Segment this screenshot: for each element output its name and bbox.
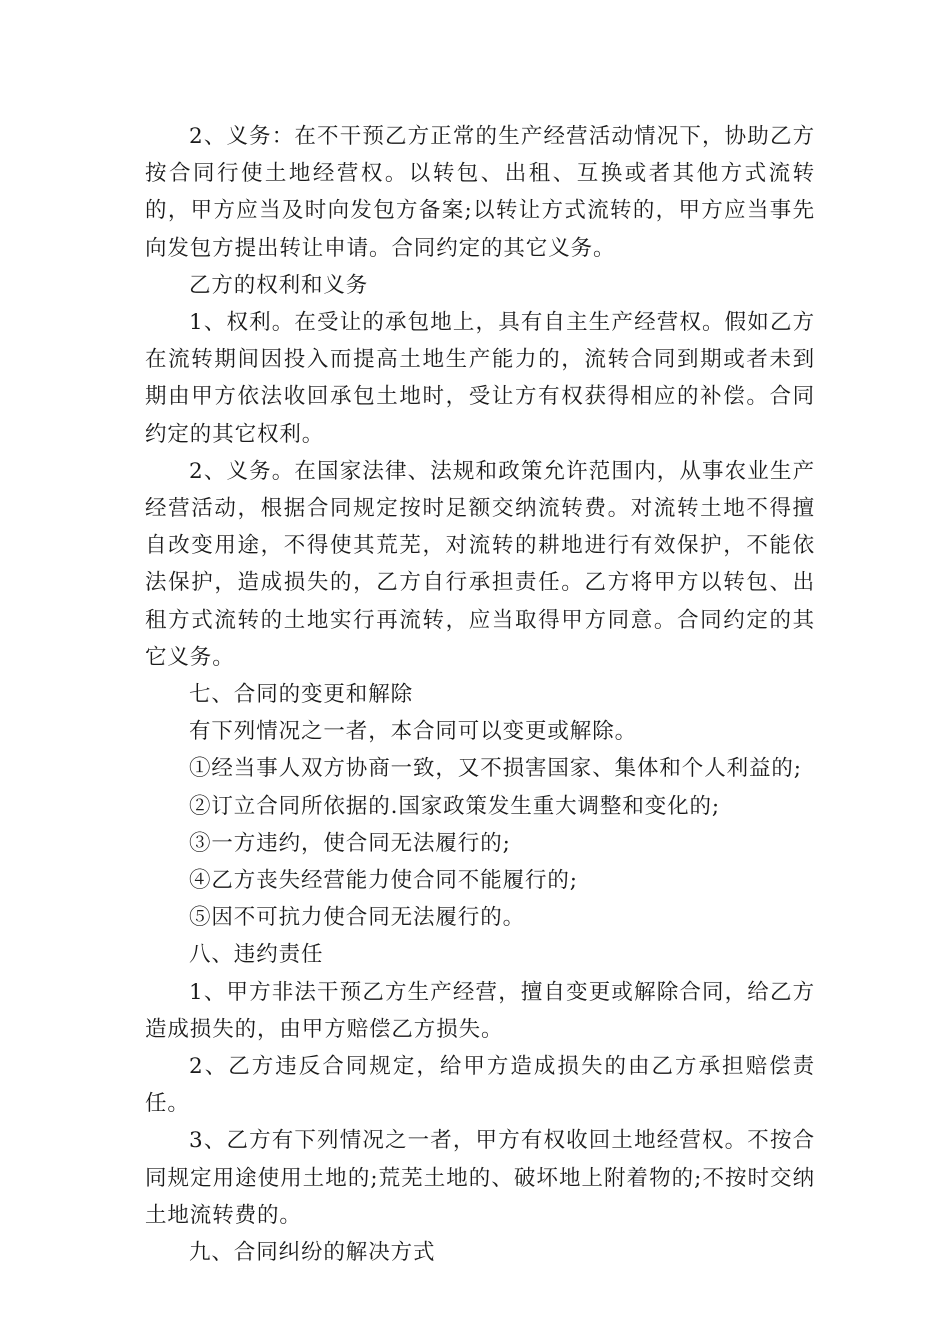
list-item-condition-1: ①经当事人双方协商一致，又不损害国家、集体和个人利益的; [189,756,802,782]
document-body [145,118,815,1271]
heading-section-8: 八、违约责任 [189,942,324,968]
paragraph-liability-3: 3、乙方有下列情况之一者，甲方有权收回土地经营权。不按合同规定用途使用土地的;荒芜土地的、破坏地上附着物的;不按时交纳土地流转费的。 [145,1128,815,1228]
heading-section-9: 九、合同纠纷的解决方式 [189,1240,436,1266]
heading-section-7: 七、合同的变更和解除 [189,682,414,708]
list-item-condition-3: ③一方违约，使合同无法履行的; [189,830,511,856]
list-item-condition-5: ⑤因不可抗力使合同无法履行的。 [189,905,526,931]
paragraph-party-a-obligations: 2、义务：在不干预乙方正常的生产经营活动情况下，协助乙方按合同行使土地经营权。以转包、出租、互换或者其他方式流转的，甲方应当及时向发包方备案;以转让方式流转的，甲方应当事先向发包方提出转让申请。合同约定的其它义务。 [145,124,815,261]
paragraph-liability-1: 1、甲方非法干预乙方生产经营，擅自变更或解除合同，给乙方造成损失的，由甲方赔偿乙方损失。 [145,979,815,1042]
paragraph-liability-2: 2、乙方违反合同规定，给甲方造成损失的由乙方承担赔偿责任。 [145,1054,815,1117]
paragraph-party-b-rights: 1、权利。在受让的承包地上，具有自主生产经营权。假如乙方在流转期间因投入而提高土地生产能力的，流转合同到期或者未到期由甲方依法收回承包土地时，受让方有权获得相应的补偿。合同约定的其它权利。 [145,310,815,447]
paragraph-change-conditions: 有下列情况之一者，本合同可以变更或解除。 [189,719,638,745]
paragraph-party-b-obligations: 2、义务。在国家法律、法规和政策允许范围内，从事农业生产经营活动，根据合同规定按时足额交纳流转费。对流转土地不得擅自改变用途，不得使其荒芜，对流转的耕地进行有效保护，不能依法保护，造成损失的，乙方自行承担责任。乙方将甲方以转包、出租方式流转的土地实行再流转，应当取得甲方同意。合同约定的其它义务。 [145,458,815,670]
list-item-condition-2: ②订立合同所依据的.国家政策发生重大调整和变化的; [189,793,721,819]
list-item-condition-4: ④乙方丧失经营能力使合同不能履行的; [189,868,578,894]
heading-party-b-rights-obligations: 乙方的权利和义务 [189,272,369,298]
